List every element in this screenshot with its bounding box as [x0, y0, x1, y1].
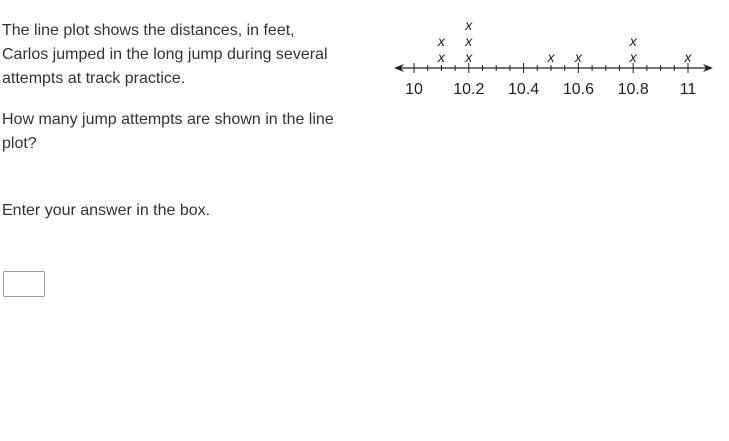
- tick-label: 10.4: [508, 81, 540, 98]
- answer-input[interactable]: [3, 271, 45, 297]
- x-mark: x: [629, 49, 637, 65]
- x-mark: x: [437, 33, 445, 49]
- x-mark: x: [684, 49, 692, 65]
- question-prompt: How many jump attempts are shown in the line plot?: [2, 111, 334, 152]
- tick-label: 10.2: [453, 81, 485, 98]
- x-mark: x: [465, 17, 473, 33]
- x-mark: x: [574, 49, 582, 65]
- x-mark: x: [629, 33, 637, 49]
- question-intro: The line plot shows the distances, in feet, Carlos jumped in the long jump during several attempts at track practice.: [2, 22, 328, 87]
- data-marks: [437, 17, 693, 65]
- tick-label: 11: [679, 81, 697, 98]
- x-mark: x: [465, 33, 473, 49]
- answer-instruction: Enter your answer in the box.: [2, 202, 211, 219]
- x-mark: x: [465, 49, 473, 65]
- line-plot: [385, 8, 721, 108]
- tick-label: 10: [405, 81, 423, 98]
- x-mark: x: [547, 49, 555, 65]
- tick-label: 10.6: [562, 81, 594, 98]
- tick-labels: [405, 81, 696, 98]
- tick-label: 10.8: [617, 81, 649, 98]
- x-mark: x: [437, 49, 445, 65]
